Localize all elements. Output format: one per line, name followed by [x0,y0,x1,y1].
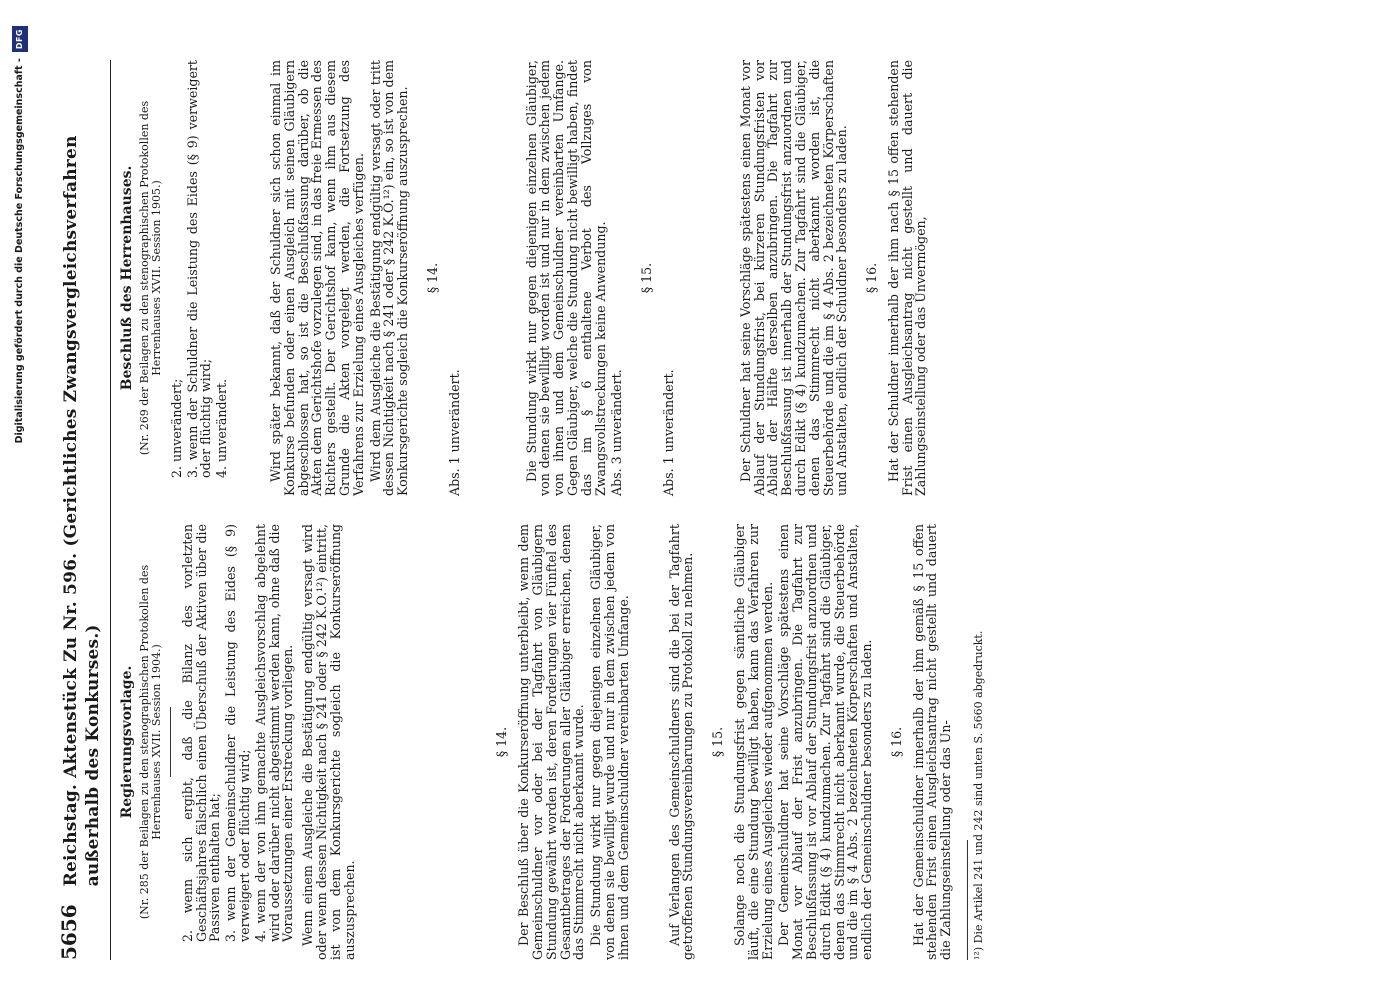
paragraph: Hat der Schuldner innerhalb der ihm nach § 15 offen stehenden Frist einen Ausgleichsantrag nicht gestellt und dauert die Zahlungseinstellung oder das Unvermögen, [885,60,929,496]
page-title: Reichstag. Aktenstück Zu Nr. 596. (Gerichtliches Zwangsvergleichsverfahren außerhalb des Konkurses.) [61,135,103,887]
paragraph: Abs. 3 unverändert. [609,369,625,496]
item-list [181,524,295,960]
item-list [170,60,229,496]
spacer [359,524,479,960]
spacer [679,60,739,496]
left-column [121,524,986,960]
list-item: 4. unverändert. [214,378,230,478]
column-subheading: (Nr. 269 der Beilagen zu den stenographischen Protokollen des Herrenhauses XVII. Session 1905.) [137,100,164,456]
section-heading: § 16. [864,262,880,294]
divider [170,707,171,777]
dfg-logo: DFG [12,26,28,52]
column-subheading: (Nr. 285 der Beilagen zu den stenographischen Protokollen des Herrenhauses XVII. Session 1904.) [137,564,164,920]
digitization-note [0,0,40,1000]
paragraph: Wird später bekannt, daß der Schuldner sich schon einmal im Konkurse befunden oder einen Ausgleich mit seinen Gläubigern abgeschlossen hat, so ist die Beschlußfassung darüber, ob die Akten dem Gerichtshofe vorzulegen sind, in das freie Ermessen des Richters gestellt. Der Gerichtshof kann, wenn ihm aus diesem Grunde die Akten vorgelegt werden, die Fortsetzung des Verfahrens zur Erzielung eines Ausgleiches verfügen. [267,60,366,496]
paragraph: Wird dem Ausgleiche die Bestätigung endgültig versagt oder tritt dessen Nichtigkeit nach § 241 oder § 242 K.O.¹²) ein, so ist von dem Konkursgerichte sogleich die Konkurseröffnung auszusprechen. [367,60,411,496]
list-item: 3. wenn der Gemeinschuldner die Leistung des Eides (§ 9) verweigert oder flüchtig wird; [223,524,252,942]
page-header [58,60,111,960]
paragraph: Hat der Gemeinschuldner innerhalb der ihm gemäß § 15 offen stehenden Frist einen Ausgleichsantrag nicht gestellt und dauert die Zahlungseinstellung oder das Un- [910,524,954,960]
digitization-text: Digitalisierung gefördert durch die Deutsche Forschungsgemeinschaft - [14,58,26,444]
list-item: 2. unverändert; [168,378,184,478]
spacer [634,524,668,960]
paragraph: Die Stundung wirkt nur gegen diejenigen einzelnen Gläubiger, von denen sie bewilligt worden ist und nur in dem zwischen jedem von ihnen und dem Gemeinschuldner vereinbarten Umfange. Gegen Gläubiger, welche die Stundung nicht bewilligt haben, findet das im § 6 enthaltene Verbot des Vollzuges von Zwangsvollstreckungen keine Anwendung. [523,60,608,496]
section-heading: § 16. [888,726,904,758]
list-item: 4. wenn der von ihm gemachte Ausgleichsvorschlag abgelehnt wird oder darüber nicht abgestimmt werden kann, ohne daß die Voraussetzungen einer Erstreckung vorliegen. [252,524,296,942]
footnote-divider [967,840,968,960]
right-column [121,60,986,496]
paragraph: Der Gemeinschuldner hat seine Vorschläge spätestens einen Monat vor Ablauf der Frist anzubringen. Die Tagfahrt zur Beschlußfassung ist vor Ablauf der Stundungsfrist anzuordnen und durch Edikt (§ 4) kundzumachen. Zur Tagfahrt sind die Gläubiger, denen das Stimmrecht nicht aberkannt wurde, die Steuerbehörde und die im § 4 Abs. 2 bezeichneten Körperschaften und Anstalten, endlich der Gemeinschuldner besonders zu laden. [776,524,875,960]
paragraph: Auf Verlangen des Gemeinschuldners sind die bei der Tagfahrt getroffenen Stundungsvereinbarungen zu Protokoll zu nehmen. [666,524,696,960]
column-heading: Beschluß des Herrenhauses. [119,165,135,391]
section-heading: § 14. [424,262,440,294]
paragraph: Solange noch die Stundungsfrist gegen sämtliche Gläubiger läuft, die eine Stundung bewilligt haben, kann das Verfahren zur Erzielung eines Ausgleiches wieder aufgenommen werden. [731,524,775,960]
section-heading: § 14. [494,726,510,758]
list-item: 2. wenn sich ergibt, daß die Bilanz des vorletzten Geschäftsjahres fälschlich einen Überschuß der Aktiven über die Passiven enthalten hat; [179,524,223,942]
paragraph: Abs. 1 unverändert. [660,369,676,496]
spacer [465,60,525,496]
section-heading: § 15. [639,262,655,294]
paragraph: Abs. 1 unverändert. [446,369,462,496]
paragraph: Der Beschluß über die Konkurseröffnung unterbleibt, wenn dem Gemeinschuldner vor oder bei der Tagfahrt von Gläubigern Stundung gewährt worden ist, deren Forderungen vier Fünftel des Gesamtbetrages der Forderungen aller Gläubiger erreichen, denen das Stimmrecht nicht aberkannt wurde. [516,524,587,960]
paragraph: Der Schuldner hat seine Vorschläge spätestens einen Monat vor Ablauf der Stundungsfrist, bei kürzeren Stundungsfristen vor Ablauf der Hälfte derselben anzubringen. Die Tagfahrt zur Beschlußfassung ist innerhalb der Stundungsfrist anzuordnen und durch Edikt (§ 4) kundzumachen. Zur Tagfahrt sind die Gläubiger, denen das Stimmrecht nicht aberkannt worden ist, die Steuerbehörde und die im § 4 Abs. 2 bezeichneten Körperschaften und Anstalten, endlich der Schuldner besonders zu laden. [737,60,850,496]
list-item: 3. wenn der Schuldner die Leistung des Eides (§ 9) verweigert oder flüchtig wird; [184,60,214,478]
spacer [235,60,269,496]
column-heading: Regierungsvorlage. [119,665,135,819]
two-column-body [121,60,986,960]
footnote: ¹²) Die Artikel 241 und 242 sind unten S. 5660 abgedruckt. [972,630,986,960]
page-number: 5656 [57,904,81,960]
section-heading: § 15. [710,726,726,758]
paragraph: Wenn einem Ausgleiche die Bestätigung endgültig versagt wird oder wenn dessen Nichtigkeit nach § 241 oder § 242 K.O.¹²) eintritt, ist von dem Konkursgerichte sogleich die Konkurseröffnung auszusprechen. [300,524,357,960]
paragraph: Die Stundung wirkt nur gegen diejenigen einzelnen Gläubiger, von denen sie bewilligt wurde und nur in dem zwischen jedem von ihnen und dem Gemeinschuldner vereinbarten Umfange. [588,524,631,960]
